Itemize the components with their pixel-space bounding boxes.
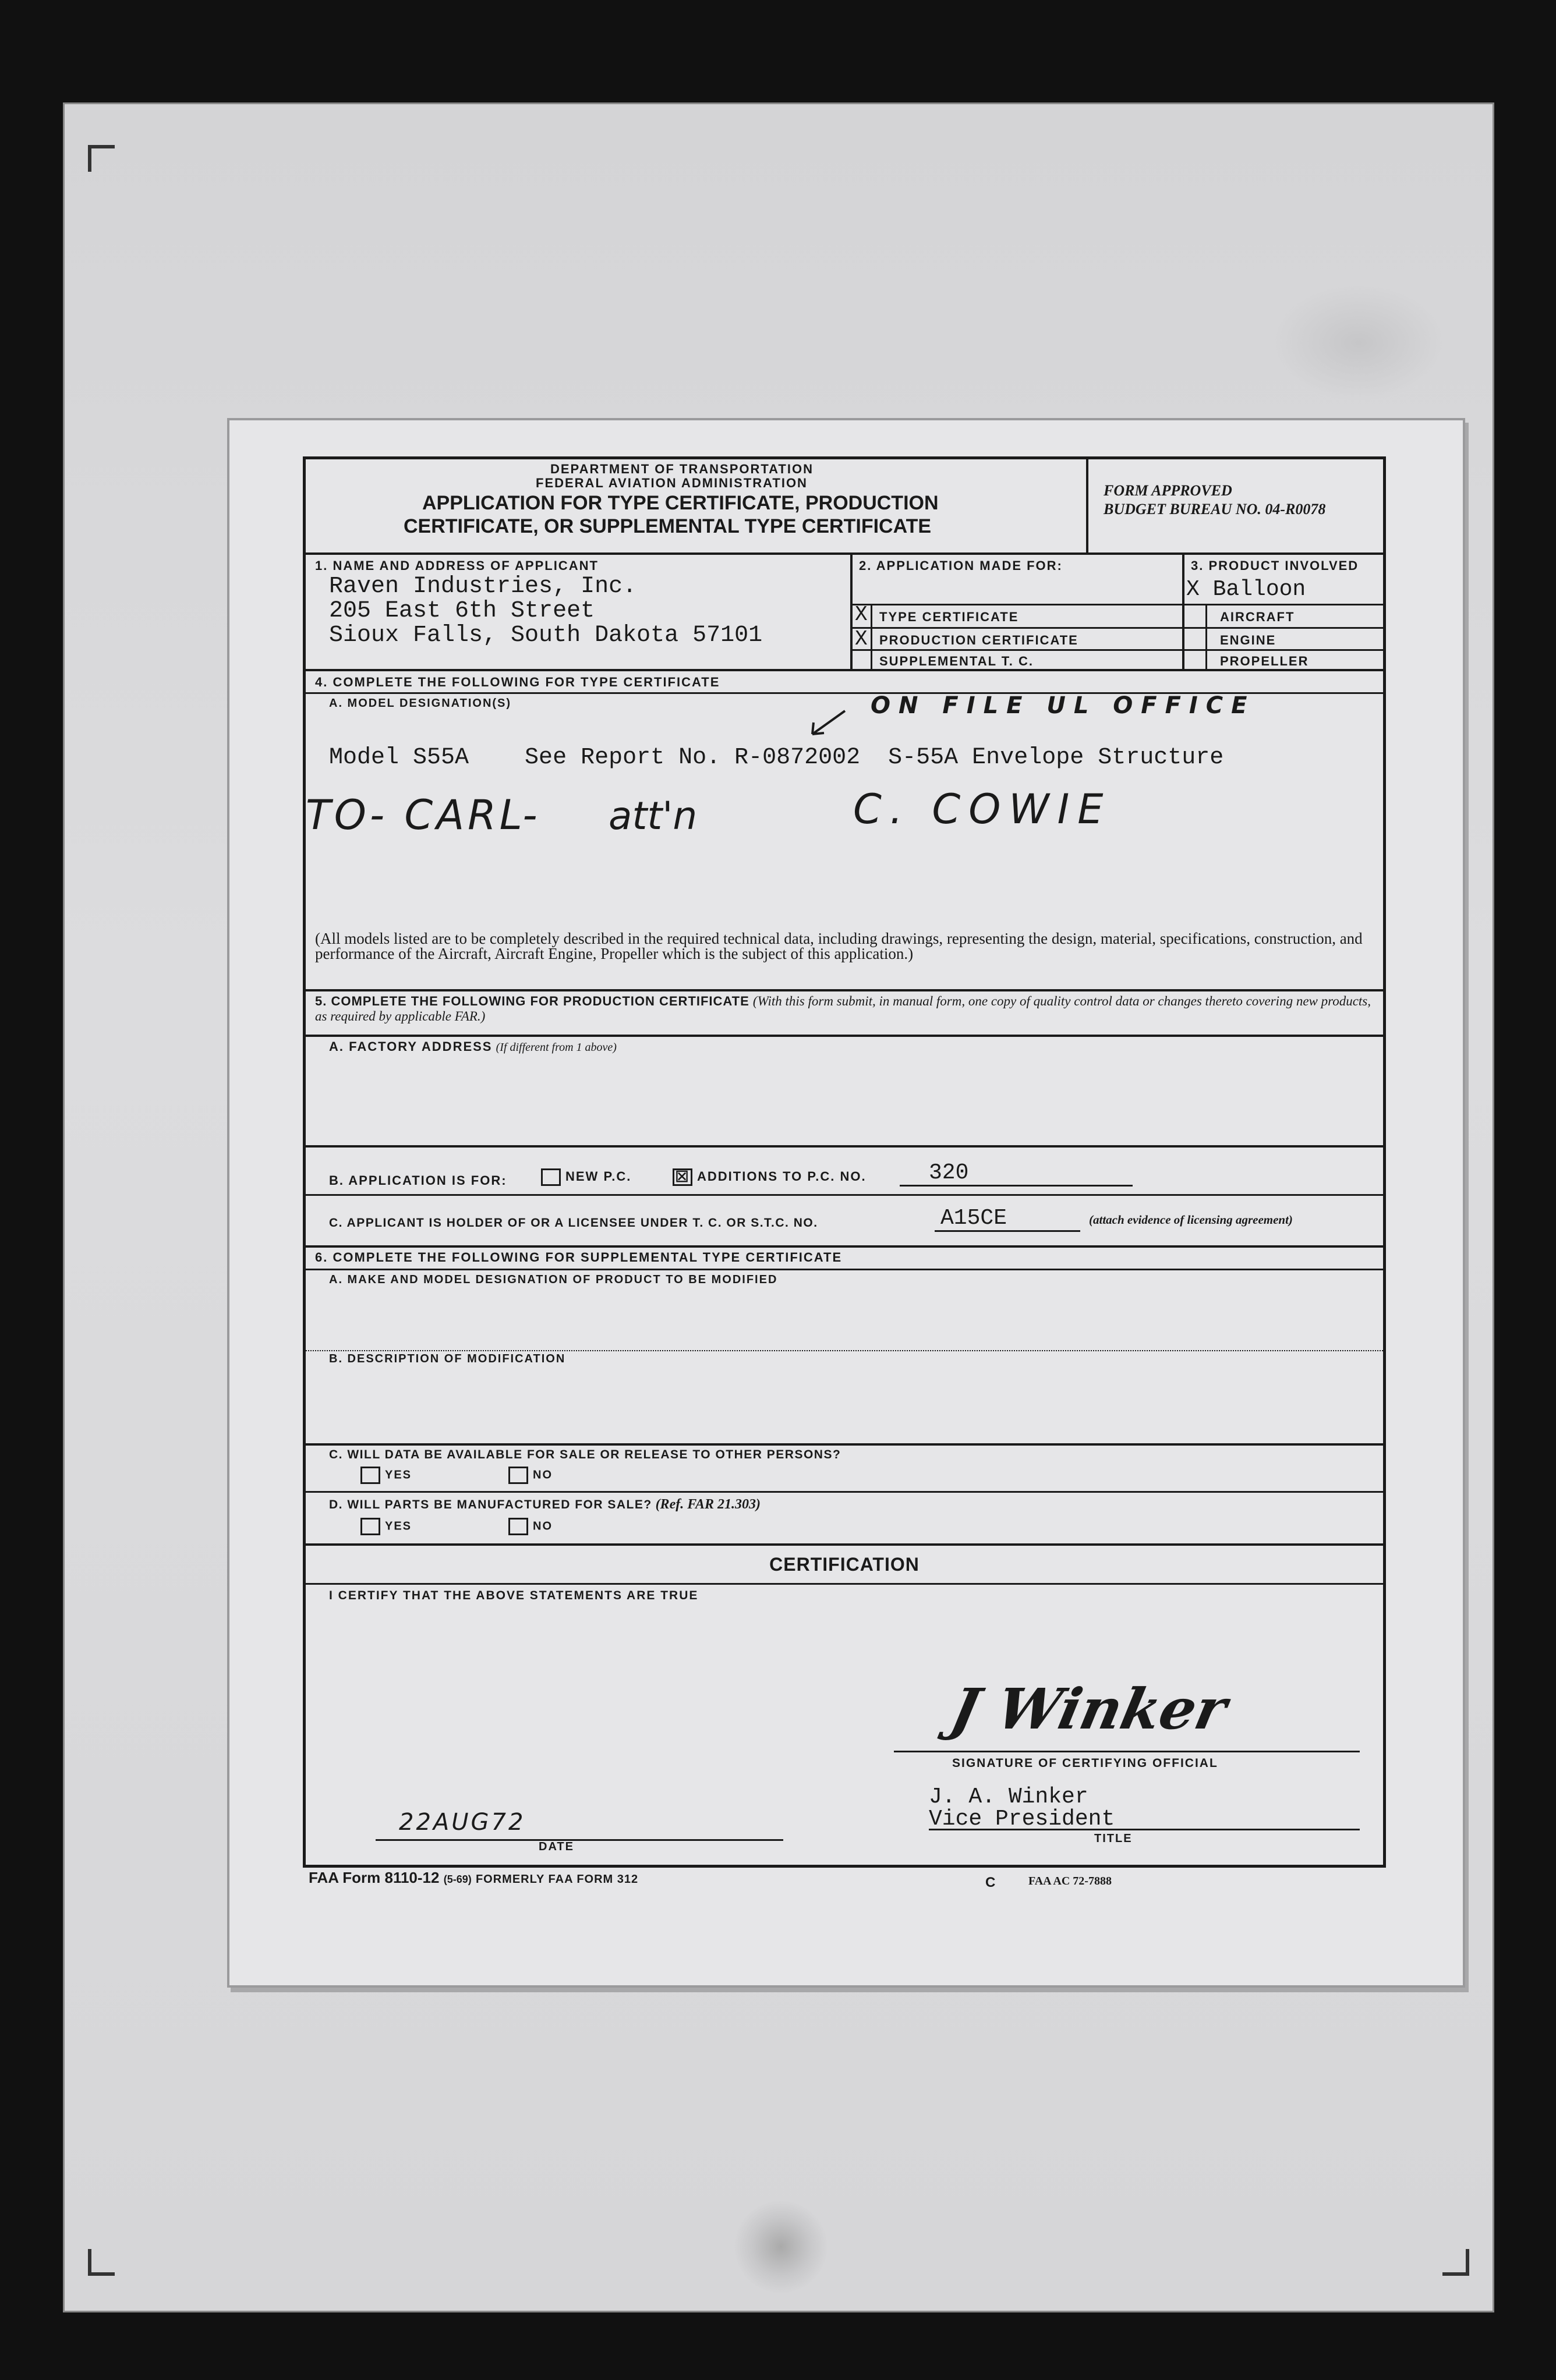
official-title: Vice President [929, 1807, 1115, 1832]
model-note: (All models listed are to be completely described in the required technical data, including drawings, representing the design, material, specifications, construction, and performance of the Aircraft, Aircraft Engine, Propeller which is the subject of this application.) [315, 930, 1363, 962]
parts-yes-label: YES [385, 1520, 412, 1533]
form-title-line2: CERTIFICATE, OR SUPPLEMENTAL TYPE CERTIFICATE [404, 515, 932, 537]
parts-no-checkbox[interactable] [508, 1518, 553, 1535]
crop-mark-bottom-left [88, 2249, 115, 2276]
additions-checkbox[interactable] [673, 1168, 867, 1186]
crop-mark-bottom-right [1442, 2249, 1469, 2276]
title-line [929, 1829, 1360, 1830]
date-label: DATE [539, 1840, 574, 1853]
tc-number-value: A15CE [940, 1206, 1007, 1231]
department-name: DEPARTMENT OF TRANSPORTATION [550, 462, 814, 476]
data-no-box [508, 1467, 528, 1484]
parts-yes-checkbox[interactable] [360, 1518, 412, 1535]
form-title-line1: APPLICATION FOR TYPE CERTIFICATE, PRODUCTION [422, 492, 939, 514]
applicant-name: Raven Industries, Inc. [329, 573, 637, 600]
model-designation-label: A. MODEL DESIGNATION(S) [329, 697, 512, 710]
handwritten-attn: att'n [609, 794, 698, 838]
data-no-checkbox[interactable] [508, 1467, 553, 1484]
form-edition-date: (5-69) [443, 1873, 472, 1885]
data-yes-label: YES [385, 1468, 412, 1482]
formerly-text: FORMERLY FAA FORM 312 [475, 1873, 639, 1886]
data-available-question: C. WILL DATA BE AVAILABLE FOR SALE OR RELEASE TO OTHER PERSONS? [329, 1448, 841, 1461]
signature: J Winker [945, 1676, 1233, 1742]
make-model-label: A. MAKE AND MODEL DESIGNATION OF PRODUCT TO BE MODIFIED [329, 1273, 778, 1286]
tc-holder-note: (attach evidence of licensing agreement) [1089, 1213, 1293, 1227]
ac-number: FAA AC 72-7888 [1028, 1875, 1112, 1887]
section5-header [315, 994, 1381, 1024]
form-footer [309, 1869, 638, 1887]
budget-bureau-number: BUDGET BUREAU NO. 04-R0078 [1104, 501, 1326, 518]
production-cert-mark: X [855, 627, 868, 651]
description-label: B. DESCRIPTION OF MODIFICATION [329, 1352, 566, 1365]
section6-label: 6. COMPLETE THE FOLLOWING FOR SUPPLEMENTAL TYPE CERTIFICATE [315, 1250, 843, 1265]
pc-number-value: 320 [929, 1160, 969, 1185]
parts-question-row [329, 1497, 761, 1513]
supplemental-tc-label: SUPPLEMENTAL T. C. [879, 654, 1034, 668]
factory-address-row [329, 1039, 617, 1054]
section5-note: (With this form submit, in manual form, one copy of quality control data or changes thereto covering new products, as required by applicable FAR.) [315, 994, 1371, 1023]
product-propeller: PROPELLER [1220, 654, 1309, 668]
certification-heading: CERTIFICATION [769, 1554, 920, 1575]
signature-line [894, 1751, 1360, 1752]
punch-hole [734, 2200, 827, 2293]
parts-manufactured-question: D. WILL PARTS BE MANUFACTURED FOR SALE? [329, 1498, 652, 1511]
agency-name: FEDERAL AVIATION ADMINISTRATION [536, 476, 808, 490]
handwritten-c-cowie: C. COWIE [853, 785, 1112, 833]
section3-label: 3. PRODUCT INVOLVED [1191, 558, 1359, 573]
form-header [306, 459, 1092, 552]
certify-statement: I CERTIFY THAT THE ABOVE STATEMENTS ARE TRUE [329, 1589, 699, 1602]
form-approval [1104, 481, 1325, 519]
section1-label: 1. NAME AND ADDRESS OF APPLICANT [315, 558, 599, 573]
handwritten-on-file-note: ON FILE UL OFFICE [871, 692, 1256, 719]
product-engine: ENGINE [1220, 633, 1276, 647]
make-model-field[interactable] [317, 1292, 1366, 1344]
faa-application-form [303, 456, 1386, 1868]
title-label: TITLE [1094, 1832, 1133, 1845]
parts-yes-box [360, 1518, 380, 1535]
new-pc-checkbox[interactable] [541, 1168, 631, 1186]
data-yes-checkbox[interactable] [360, 1467, 412, 1484]
additions-label: ADDITIONS TO P.C. NO. [697, 1168, 867, 1184]
applicant-city-state: Sioux Falls, South Dakota 57101 [329, 622, 763, 649]
handwritten-arrow-icon [807, 709, 847, 738]
handwritten-date: 22AUG72 [399, 1809, 526, 1836]
description-field[interactable] [317, 1371, 1366, 1441]
pc-number-underline [900, 1185, 1133, 1187]
application-is-for-label: B. APPLICATION IS FOR: [329, 1173, 507, 1188]
option-type-certificate[interactable] [850, 605, 1182, 627]
parts-no-label: NO [533, 1520, 553, 1533]
option-production-certificate[interactable] [850, 628, 1182, 649]
crop-mark-top-left [88, 145, 115, 172]
additions-box-checked-icon: ☒ [673, 1168, 692, 1186]
handwritten-to-carl: TO- CARL- [306, 791, 541, 839]
paper-stain [1271, 285, 1446, 401]
product-aircraft: AIRCRAFT [1220, 610, 1295, 624]
tc-number-underline [935, 1230, 1080, 1232]
form-id: FAA Form 8110-12 [309, 1869, 440, 1886]
data-yes-box [360, 1467, 380, 1484]
production-cert-label: PRODUCTION CERTIFICATE [879, 633, 1078, 647]
option-supplemental-tc[interactable] [850, 650, 1182, 669]
signature-label: SIGNATURE OF CERTIFYING OFFICIAL [952, 1756, 1218, 1770]
tc-holder-label: C. APPLICANT IS HOLDER OF OR A LICENSEE UNDER T. C. OR S.T.C. NO. [329, 1216, 818, 1230]
data-no-label: NO [533, 1468, 553, 1482]
factory-address-label: A. FACTORY ADDRESS [329, 1039, 493, 1054]
applicant-street: 205 East 6th Street [329, 598, 595, 624]
date-line [376, 1839, 783, 1841]
product-balloon: X Balloon [1186, 577, 1306, 602]
type-cert-label: TYPE CERTIFICATE [879, 610, 1019, 624]
model-designation-text: Model S55A See Report No. R-0872002 S-55A Envelope Structure [329, 745, 1224, 771]
form-approved-text: FORM APPROVED [1104, 482, 1232, 499]
factory-address-note: (If different from 1 above) [496, 1041, 617, 1054]
type-cert-mark: X [855, 603, 868, 626]
section5-label: 5. COMPLETE THE FOLLOWING FOR PRODUCTION CERTIFICATE [315, 994, 749, 1008]
official-name: J. A. Winker [929, 1784, 1088, 1809]
section2-label: 2. APPLICATION MADE FOR: [859, 558, 1063, 573]
factory-address-field[interactable] [317, 1059, 1366, 1141]
parts-far-reference: (Ref. FAR 21.303) [655, 1497, 761, 1512]
section4-label: 4. COMPLETE THE FOLLOWING FOR TYPE CERTIFICATE [315, 675, 720, 689]
new-pc-label: NEW P.C. [565, 1168, 632, 1184]
c-mark: C [985, 1875, 996, 1890]
new-pc-box [541, 1168, 561, 1186]
parts-no-box [508, 1518, 528, 1535]
